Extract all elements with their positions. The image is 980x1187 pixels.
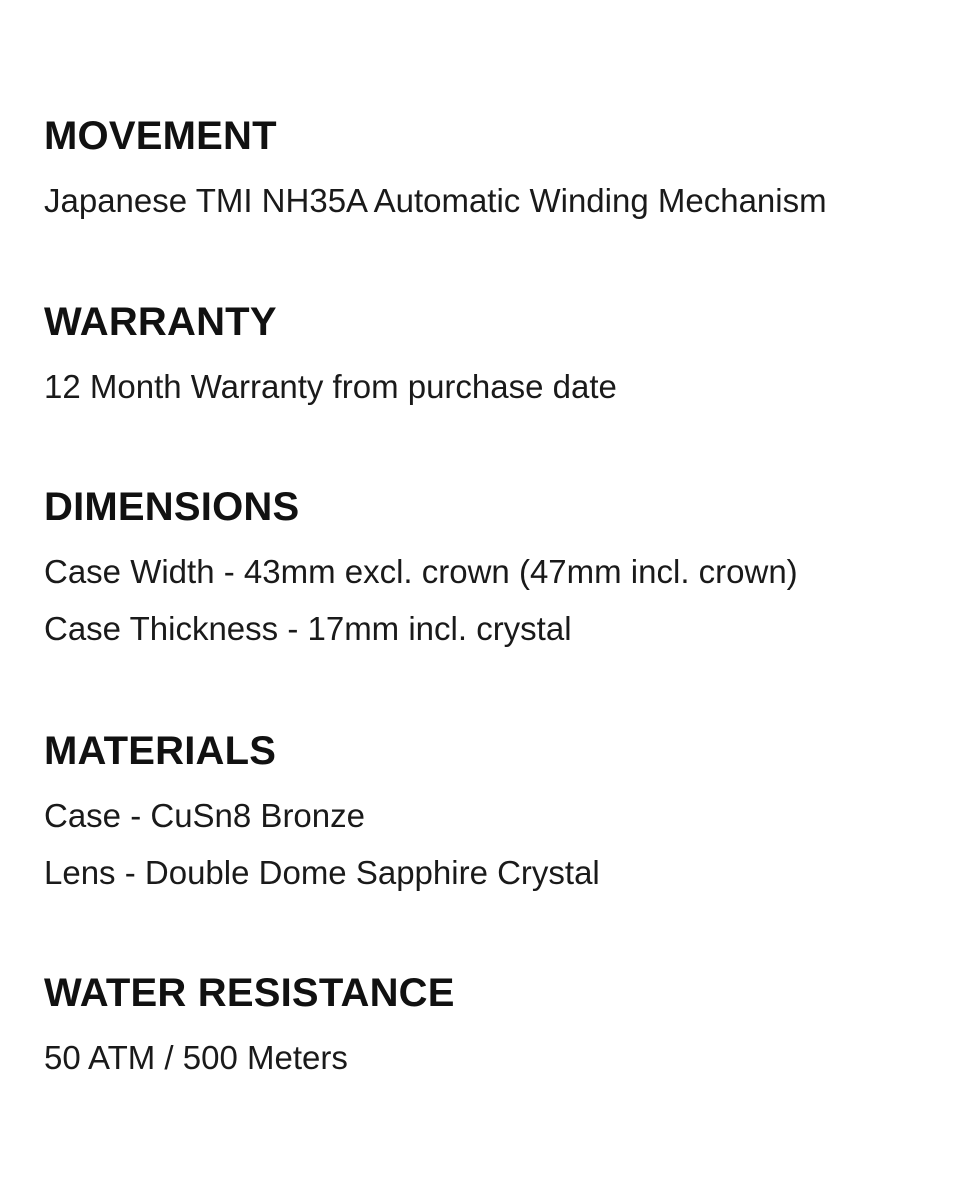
spec-heading-movement: MOVEMENT	[44, 114, 277, 158]
spec-heading-dimensions: DIMENSIONS	[44, 485, 300, 529]
spec-section-warranty	[44, 297, 980, 415]
spec-section-dimensions	[44, 482, 980, 657]
spec-section-water-resistance	[44, 968, 980, 1086]
spec-value-lens-material: Lens - Double Dome Sapphire Crystal	[44, 854, 600, 891]
spec-value-movement: Japanese TMI NH35A Automatic Winding Mechanism	[44, 182, 827, 219]
spec-section-materials	[44, 726, 980, 901]
spec-value-case-width: Case Width - 43mm excl. crown (47mm incl. crown)	[44, 553, 798, 590]
spec-value-water-resistance: 50 ATM / 500 Meters	[44, 1039, 348, 1076]
spec-heading-warranty: WARRANTY	[44, 300, 277, 344]
spec-value-warranty: 12 Month Warranty from purchase date	[44, 368, 617, 405]
spec-value-case-thickness: Case Thickness - 17mm incl. crystal	[44, 610, 572, 647]
spec-heading-materials: MATERIALS	[44, 729, 277, 773]
spec-section-movement	[44, 111, 980, 229]
spec-heading-water-resistance: WATER RESISTANCE	[44, 971, 455, 1015]
spec-value-case-material: Case - CuSn8 Bronze	[44, 797, 365, 834]
